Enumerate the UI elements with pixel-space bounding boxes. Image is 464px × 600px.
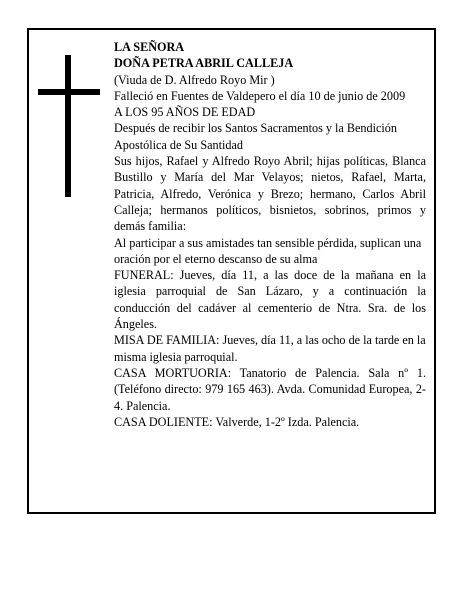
widow-of-line: (Viuda de D. Alfredo Royo Mir ) — [114, 72, 275, 87]
family-home-info: CASA DOLIENTE: Valverde, 1-2º Izda. Palencia. — [114, 414, 360, 429]
funeral-info: FUNERAL: Jueves, día 11, a las doce de la mañana en la iglesia parroquial de San Lázaro, y a continuación la conducción del cadáver al cementerio de Ntra. Sra. de los Ángeles. — [114, 268, 426, 332]
family-list: Sus hijos, Rafael y Alfredo Royo Abril; hijas políticas, Blanca Bustillo y María del Mar Velayos; nietos, Rafael, Marta, Patricia, Alfredo, Verónica y Brezo; hermano, Carlos Abril Calleja; hermanos políticos, bisnietos, sobrinos, primos y demás familia: — [114, 154, 426, 234]
death-info: Falleció en Fuentes de Valdepero el día 10 de junio de 2009 — [114, 88, 406, 103]
deceased-name: DOÑA PETRA ABRIL CALLEJA — [114, 56, 294, 71]
obituary-text — [114, 39, 426, 430]
age-line: A LOS 95 AÑOS DE EDAD — [114, 105, 256, 120]
sacraments-line: Después de recibir los Santos Sacramentos y la Bendición Apostólica de Su Santidad — [114, 121, 397, 152]
family-mass-info: MISA DE FAMILIA: Jueves, día 11, a las ocho de la tarde en la misma iglesia parroquial. — [114, 333, 426, 364]
funeral-home-info: CASA MORTUORIA: Tanatorio de Palencia. Sala nº 1. (Teléfono directo: 979 165 463). Avda. Comunidad Europea, 2-4. Palencia. — [114, 365, 426, 413]
deceased-title: LA SEÑORA — [114, 40, 185, 54]
prayer-request: Al participar a sus amistades tan sensible pérdida, suplican una oración por el eterno descanso de su alma — [114, 235, 422, 266]
